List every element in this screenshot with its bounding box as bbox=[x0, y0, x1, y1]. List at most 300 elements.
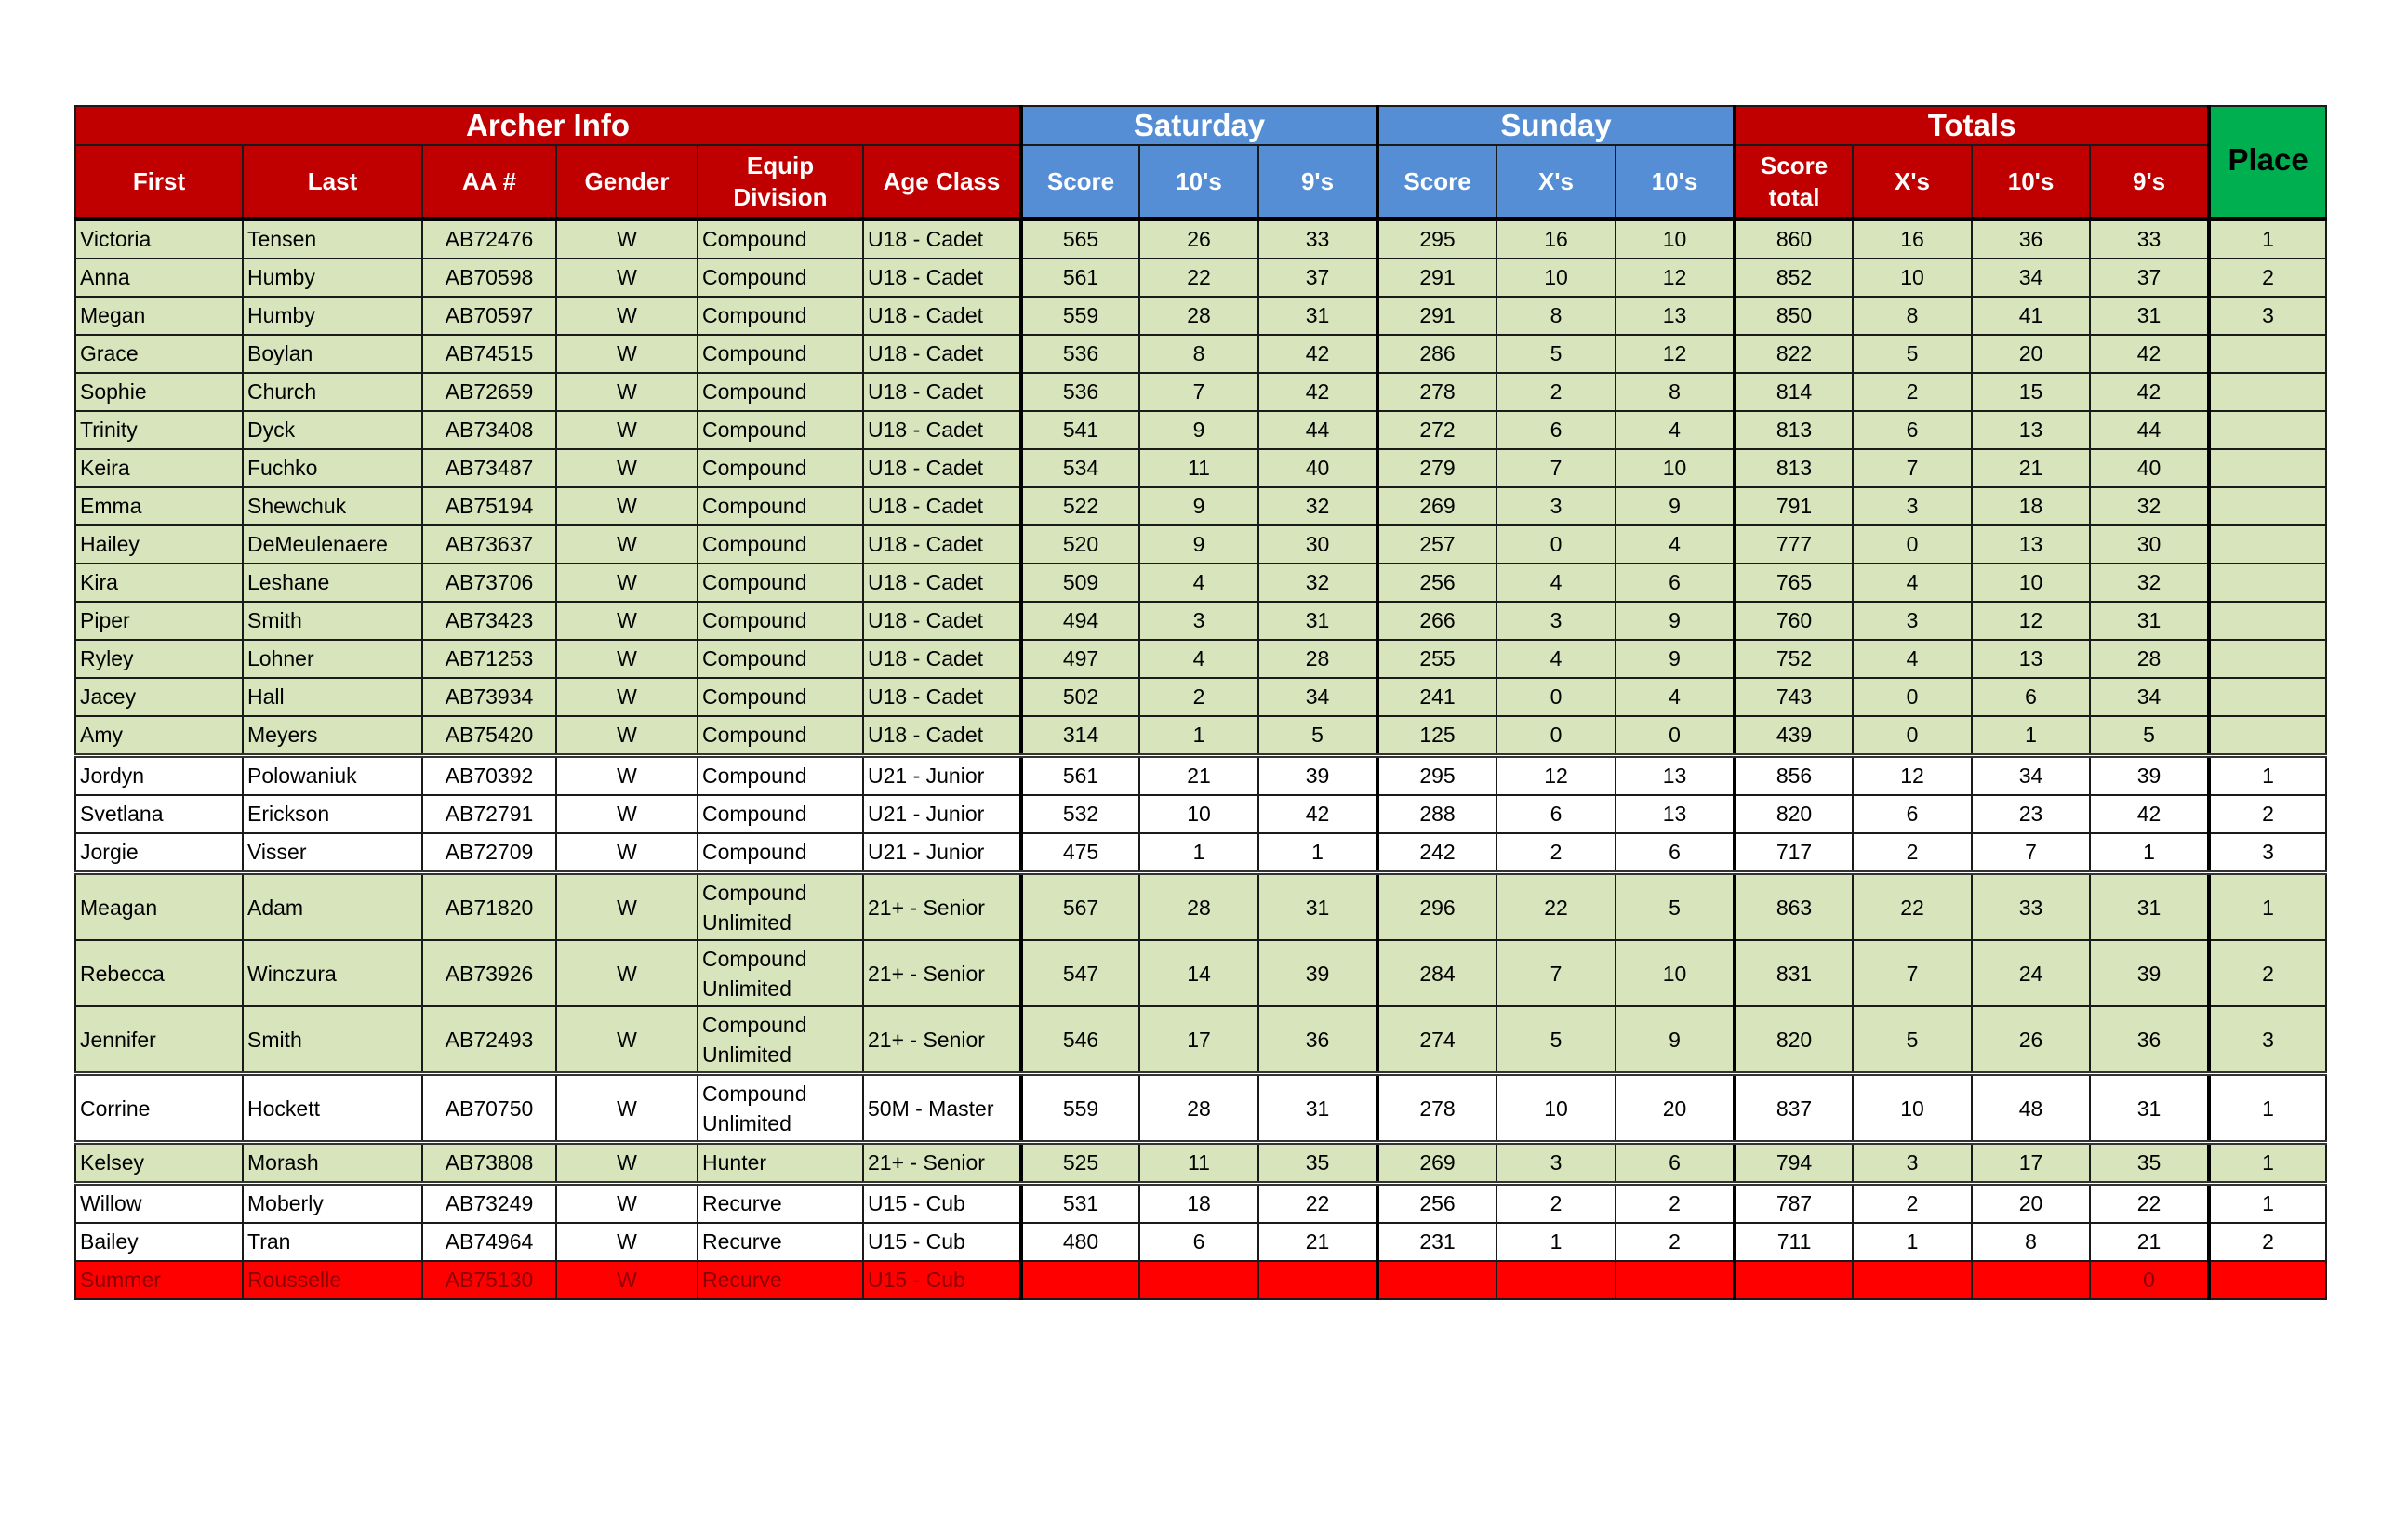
cell-sun-10: 4 bbox=[1616, 678, 1735, 716]
cell-first: Corrine bbox=[75, 1074, 243, 1143]
cell-age: U15 - Cub bbox=[863, 1223, 1021, 1261]
cell-sun-x: 1 bbox=[1496, 1223, 1616, 1261]
cell-sat-10: 4 bbox=[1139, 564, 1258, 602]
cell-sun-score: 272 bbox=[1377, 411, 1496, 449]
cell-tot-x: 0 bbox=[1853, 716, 1972, 756]
cell-sat-score: 559 bbox=[1021, 1074, 1139, 1143]
cell-sat-10: 14 bbox=[1139, 940, 1258, 1006]
cell-tot-9: 37 bbox=[2090, 259, 2209, 297]
cell-tot-score: 837 bbox=[1735, 1074, 1853, 1143]
column-header-row bbox=[75, 145, 2326, 219]
cell-sat-10: 4 bbox=[1139, 640, 1258, 678]
cell-equip: Compound bbox=[698, 449, 863, 487]
cell-equip: Compound bbox=[698, 259, 863, 297]
cell-last: Polowaniuk bbox=[243, 756, 422, 796]
cell-tot-x: 10 bbox=[1853, 259, 1972, 297]
cell-last: Adam bbox=[243, 873, 422, 941]
cell-sun-x: 0 bbox=[1496, 678, 1616, 716]
col-total-line1: Score bbox=[1760, 152, 1829, 179]
cell-gender: W bbox=[556, 487, 698, 525]
cell-sun-score: 295 bbox=[1377, 219, 1496, 259]
cell-sat-score: 567 bbox=[1021, 873, 1139, 941]
cell-aa: AB70750 bbox=[422, 1074, 556, 1143]
cell-tot-10 bbox=[1972, 1261, 2090, 1299]
cell-tot-score bbox=[1735, 1261, 1853, 1299]
cell-tot-x: 2 bbox=[1853, 1184, 1972, 1224]
cell-sun-score bbox=[1377, 1261, 1496, 1299]
cell-place: 3 bbox=[2209, 297, 2326, 335]
cell-tot-9: 21 bbox=[2090, 1223, 2209, 1261]
table-row bbox=[75, 1261, 2326, 1299]
table-row bbox=[75, 678, 2326, 716]
cell-last: Smith bbox=[243, 1006, 422, 1074]
cell-age: U15 - Cub bbox=[863, 1184, 1021, 1224]
cell-tot-x: 7 bbox=[1853, 940, 1972, 1006]
cell-sun-score: 256 bbox=[1377, 564, 1496, 602]
cell-sat-9: 39 bbox=[1258, 756, 1377, 796]
cell-sat-score: 497 bbox=[1021, 640, 1139, 678]
cell-equip: Recurve bbox=[698, 1261, 863, 1299]
cell-last: Meyers bbox=[243, 716, 422, 756]
cell-last: Hockett bbox=[243, 1074, 422, 1143]
cell-age: U18 - Cadet bbox=[863, 297, 1021, 335]
cell-sat-10: 9 bbox=[1139, 525, 1258, 564]
cell-age: U18 - Cadet bbox=[863, 335, 1021, 373]
cell-last: Morash bbox=[243, 1143, 422, 1184]
cell-aa: AB75420 bbox=[422, 716, 556, 756]
table-row bbox=[75, 487, 2326, 525]
cell-sun-score: 278 bbox=[1377, 373, 1496, 411]
cell-tot-10: 20 bbox=[1972, 335, 2090, 373]
table-row bbox=[75, 219, 2326, 259]
cell-tot-score: 820 bbox=[1735, 1006, 1853, 1074]
cell-tot-10: 1 bbox=[1972, 716, 2090, 756]
cell-sun-score: 241 bbox=[1377, 678, 1496, 716]
cell-tot-9: 5 bbox=[2090, 716, 2209, 756]
cell-first: Kira bbox=[75, 564, 243, 602]
cell-place bbox=[2209, 1261, 2326, 1299]
cell-tot-score: 787 bbox=[1735, 1184, 1853, 1224]
col-aa-number: AA # bbox=[422, 145, 556, 219]
cell-sat-score: 502 bbox=[1021, 678, 1139, 716]
cell-tot-10: 34 bbox=[1972, 259, 2090, 297]
cell-sun-x: 6 bbox=[1496, 411, 1616, 449]
cell-sat-9: 36 bbox=[1258, 1006, 1377, 1074]
cell-sun-x: 0 bbox=[1496, 716, 1616, 756]
cell-sat-9: 1 bbox=[1258, 833, 1377, 873]
table-row bbox=[75, 564, 2326, 602]
table-row bbox=[75, 602, 2326, 640]
cell-sat-9: 33 bbox=[1258, 219, 1377, 259]
cell-gender: W bbox=[556, 449, 698, 487]
cell-sun-score: 284 bbox=[1377, 940, 1496, 1006]
cell-tot-9: 31 bbox=[2090, 1074, 2209, 1143]
cell-first: Trinity bbox=[75, 411, 243, 449]
cell-last: Humby bbox=[243, 259, 422, 297]
cell-tot-score: 765 bbox=[1735, 564, 1853, 602]
cell-tot-10: 13 bbox=[1972, 640, 2090, 678]
cell-sat-10: 8 bbox=[1139, 335, 1258, 373]
cell-place bbox=[2209, 716, 2326, 756]
cell-age: U18 - Cadet bbox=[863, 219, 1021, 259]
cell-equip: Compound bbox=[698, 297, 863, 335]
cell-tot-10: 36 bbox=[1972, 219, 2090, 259]
cell-first: Megan bbox=[75, 297, 243, 335]
cell-tot-10: 15 bbox=[1972, 373, 2090, 411]
cell-aa: AB73808 bbox=[422, 1143, 556, 1184]
cell-tot-x: 5 bbox=[1853, 335, 1972, 373]
cell-sat-score: 541 bbox=[1021, 411, 1139, 449]
cell-aa: AB72493 bbox=[422, 1006, 556, 1074]
table-row bbox=[75, 716, 2326, 756]
cell-sat-10: 9 bbox=[1139, 411, 1258, 449]
cell-sat-9 bbox=[1258, 1261, 1377, 1299]
cell-gender: W bbox=[556, 259, 698, 297]
cell-tot-score: 743 bbox=[1735, 678, 1853, 716]
place-header: Place bbox=[2209, 106, 2326, 219]
cell-sun-x: 6 bbox=[1496, 795, 1616, 833]
cell-age: U18 - Cadet bbox=[863, 525, 1021, 564]
cell-sat-9: 44 bbox=[1258, 411, 1377, 449]
cell-last: Leshane bbox=[243, 564, 422, 602]
cell-tot-x: 8 bbox=[1853, 297, 1972, 335]
cell-sat-score: 494 bbox=[1021, 602, 1139, 640]
cell-tot-score: 711 bbox=[1735, 1223, 1853, 1261]
cell-sat-score: 509 bbox=[1021, 564, 1139, 602]
cell-place bbox=[2209, 602, 2326, 640]
cell-aa: AB72476 bbox=[422, 219, 556, 259]
cell-tot-10: 7 bbox=[1972, 833, 2090, 873]
cell-sat-10: 28 bbox=[1139, 873, 1258, 941]
cell-sun-score: 256 bbox=[1377, 1184, 1496, 1224]
cell-sun-10: 9 bbox=[1616, 602, 1735, 640]
cell-tot-10: 23 bbox=[1972, 795, 2090, 833]
cell-aa: AB73926 bbox=[422, 940, 556, 1006]
cell-sat-score: 480 bbox=[1021, 1223, 1139, 1261]
cell-sat-9: 31 bbox=[1258, 602, 1377, 640]
cell-tot-9: 32 bbox=[2090, 564, 2209, 602]
table-row bbox=[75, 259, 2326, 297]
col-sun-xs: X's bbox=[1496, 145, 1616, 219]
cell-tot-score: 856 bbox=[1735, 756, 1853, 796]
cell-tot-score: 822 bbox=[1735, 335, 1853, 373]
cell-last: Tensen bbox=[243, 219, 422, 259]
cell-sat-10: 10 bbox=[1139, 795, 1258, 833]
cell-first: Summer bbox=[75, 1261, 243, 1299]
cell-tot-score: 777 bbox=[1735, 525, 1853, 564]
cell-sat-score: 559 bbox=[1021, 297, 1139, 335]
cell-aa: AB75130 bbox=[422, 1261, 556, 1299]
cell-equip: Recurve bbox=[698, 1223, 863, 1261]
cell-gender: W bbox=[556, 1261, 698, 1299]
cell-sun-x: 12 bbox=[1496, 756, 1616, 796]
cell-gender: W bbox=[556, 873, 698, 941]
cell-place: 1 bbox=[2209, 1074, 2326, 1143]
cell-sun-x: 3 bbox=[1496, 1143, 1616, 1184]
cell-age: 50M - Master bbox=[863, 1074, 1021, 1143]
table-row bbox=[75, 873, 2326, 941]
col-total-9s: 9's bbox=[2090, 145, 2209, 219]
cell-sat-9: 34 bbox=[1258, 678, 1377, 716]
cell-place bbox=[2209, 487, 2326, 525]
cell-first: Rebecca bbox=[75, 940, 243, 1006]
cell-last: Erickson bbox=[243, 795, 422, 833]
cell-first: Anna bbox=[75, 259, 243, 297]
cell-sat-score: 314 bbox=[1021, 716, 1139, 756]
cell-equip: Compound bbox=[698, 525, 863, 564]
cell-last: Smith bbox=[243, 602, 422, 640]
cell-sun-score: 255 bbox=[1377, 640, 1496, 678]
cell-tot-score: 752 bbox=[1735, 640, 1853, 678]
cell-aa: AB70392 bbox=[422, 756, 556, 796]
cell-aa: AB73706 bbox=[422, 564, 556, 602]
cell-first: Grace bbox=[75, 335, 243, 373]
cell-sat-score: 475 bbox=[1021, 833, 1139, 873]
cell-tot-9: 0 bbox=[2090, 1261, 2209, 1299]
cell-tot-x: 22 bbox=[1853, 873, 1972, 941]
cell-sun-10: 4 bbox=[1616, 411, 1735, 449]
cell-tot-x: 6 bbox=[1853, 795, 1972, 833]
cell-sat-score: 525 bbox=[1021, 1143, 1139, 1184]
cell-gender: W bbox=[556, 756, 698, 796]
cell-last: Fuchko bbox=[243, 449, 422, 487]
cell-sun-score: 242 bbox=[1377, 833, 1496, 873]
cell-equip: Compound bbox=[698, 411, 863, 449]
cell-aa: AB72791 bbox=[422, 795, 556, 833]
cell-first: Jordyn bbox=[75, 756, 243, 796]
cell-age: U18 - Cadet bbox=[863, 487, 1021, 525]
cell-last: Winczura bbox=[243, 940, 422, 1006]
cell-sun-score: 295 bbox=[1377, 756, 1496, 796]
cell-sat-score: 561 bbox=[1021, 259, 1139, 297]
cell-sun-score: 296 bbox=[1377, 873, 1496, 941]
cell-equip: Compound bbox=[698, 640, 863, 678]
cell-tot-x: 3 bbox=[1853, 487, 1972, 525]
cell-age: U18 - Cadet bbox=[863, 640, 1021, 678]
cell-place bbox=[2209, 640, 2326, 678]
cell-sat-10: 3 bbox=[1139, 602, 1258, 640]
cell-sat-10: 11 bbox=[1139, 449, 1258, 487]
cell-sun-x: 22 bbox=[1496, 873, 1616, 941]
cell-tot-x: 16 bbox=[1853, 219, 1972, 259]
cell-tot-x: 2 bbox=[1853, 833, 1972, 873]
cell-sat-10: 1 bbox=[1139, 833, 1258, 873]
cell-aa: AB72659 bbox=[422, 373, 556, 411]
cell-sun-10 bbox=[1616, 1261, 1735, 1299]
cell-aa: AB73934 bbox=[422, 678, 556, 716]
cell-equip: Compound Unlimited bbox=[698, 1006, 863, 1074]
cell-gender: W bbox=[556, 564, 698, 602]
cell-sun-x: 10 bbox=[1496, 1074, 1616, 1143]
cell-tot-9: 31 bbox=[2090, 602, 2209, 640]
cell-aa: AB70597 bbox=[422, 297, 556, 335]
col-sat-score: Score bbox=[1021, 145, 1139, 219]
cell-sat-9: 42 bbox=[1258, 335, 1377, 373]
cell-place: 2 bbox=[2209, 259, 2326, 297]
group-header-row bbox=[75, 106, 2326, 145]
cell-age: U18 - Cadet bbox=[863, 564, 1021, 602]
cell-tot-score: 860 bbox=[1735, 219, 1853, 259]
cell-sun-score: 286 bbox=[1377, 335, 1496, 373]
cell-sun-10: 4 bbox=[1616, 525, 1735, 564]
table-row bbox=[75, 795, 2326, 833]
cell-age: U21 - Junior bbox=[863, 833, 1021, 873]
cell-tot-9: 22 bbox=[2090, 1184, 2209, 1224]
cell-tot-9: 39 bbox=[2090, 940, 2209, 1006]
archer-info-header: Archer Info bbox=[75, 106, 1021, 145]
cell-sun-x: 16 bbox=[1496, 219, 1616, 259]
cell-tot-10: 26 bbox=[1972, 1006, 2090, 1074]
cell-gender: W bbox=[556, 833, 698, 873]
cell-age: U21 - Junior bbox=[863, 795, 1021, 833]
cell-gender: W bbox=[556, 795, 698, 833]
cell-gender: W bbox=[556, 1184, 698, 1224]
cell-place: 1 bbox=[2209, 756, 2326, 796]
cell-sun-10: 6 bbox=[1616, 1143, 1735, 1184]
cell-sun-score: 279 bbox=[1377, 449, 1496, 487]
cell-first: Amy bbox=[75, 716, 243, 756]
cell-aa: AB71253 bbox=[422, 640, 556, 678]
cell-sun-x: 3 bbox=[1496, 602, 1616, 640]
cell-tot-9: 1 bbox=[2090, 833, 2209, 873]
cell-equip: Compound bbox=[698, 219, 863, 259]
cell-age: U18 - Cadet bbox=[863, 678, 1021, 716]
cell-aa: AB73249 bbox=[422, 1184, 556, 1224]
cell-gender: W bbox=[556, 525, 698, 564]
col-first: First bbox=[75, 145, 243, 219]
cell-tot-x: 7 bbox=[1853, 449, 1972, 487]
cell-tot-10: 48 bbox=[1972, 1074, 2090, 1143]
cell-sun-10: 0 bbox=[1616, 716, 1735, 756]
cell-tot-9: 31 bbox=[2090, 873, 2209, 941]
cell-tot-x: 4 bbox=[1853, 564, 1972, 602]
cell-place bbox=[2209, 411, 2326, 449]
results-table bbox=[74, 105, 2327, 1300]
cell-sun-10: 9 bbox=[1616, 487, 1735, 525]
cell-tot-x: 6 bbox=[1853, 411, 1972, 449]
cell-tot-x: 1 bbox=[1853, 1223, 1972, 1261]
cell-sun-10: 13 bbox=[1616, 795, 1735, 833]
cell-first: Victoria bbox=[75, 219, 243, 259]
cell-sat-9: 30 bbox=[1258, 525, 1377, 564]
cell-place: 1 bbox=[2209, 1184, 2326, 1224]
cell-tot-score: 813 bbox=[1735, 411, 1853, 449]
cell-first: Meagan bbox=[75, 873, 243, 941]
cell-sun-10: 13 bbox=[1616, 297, 1735, 335]
cell-gender: W bbox=[556, 1074, 698, 1143]
cell-equip: Compound bbox=[698, 795, 863, 833]
cell-aa: AB73637 bbox=[422, 525, 556, 564]
cell-last: Humby bbox=[243, 297, 422, 335]
cell-tot-x: 10 bbox=[1853, 1074, 1972, 1143]
col-total-10s: 10's bbox=[1972, 145, 2090, 219]
cell-aa: AB72709 bbox=[422, 833, 556, 873]
cell-first: Hailey bbox=[75, 525, 243, 564]
cell-sun-x: 2 bbox=[1496, 833, 1616, 873]
cell-sat-score bbox=[1021, 1261, 1139, 1299]
cell-sat-score: 532 bbox=[1021, 795, 1139, 833]
cell-tot-9: 35 bbox=[2090, 1143, 2209, 1184]
cell-first: Willow bbox=[75, 1184, 243, 1224]
table-row bbox=[75, 640, 2326, 678]
col-equip-line1: Equip bbox=[746, 152, 815, 179]
cell-sat-9: 28 bbox=[1258, 640, 1377, 678]
cell-aa: AB70598 bbox=[422, 259, 556, 297]
col-total-score bbox=[1735, 145, 1853, 219]
table-row bbox=[75, 1074, 2326, 1143]
cell-tot-9: 31 bbox=[2090, 297, 2209, 335]
cell-sun-10: 8 bbox=[1616, 373, 1735, 411]
cell-tot-10: 18 bbox=[1972, 487, 2090, 525]
cell-first: Bailey bbox=[75, 1223, 243, 1261]
cell-tot-10: 24 bbox=[1972, 940, 2090, 1006]
cell-equip: Hunter bbox=[698, 1143, 863, 1184]
cell-gender: W bbox=[556, 640, 698, 678]
cell-gender: W bbox=[556, 716, 698, 756]
cell-place bbox=[2209, 449, 2326, 487]
cell-sat-9: 39 bbox=[1258, 940, 1377, 1006]
cell-sat-score: 522 bbox=[1021, 487, 1139, 525]
table-row bbox=[75, 373, 2326, 411]
cell-place: 2 bbox=[2209, 795, 2326, 833]
cell-tot-9: 28 bbox=[2090, 640, 2209, 678]
cell-place: 3 bbox=[2209, 1006, 2326, 1074]
cell-tot-10: 33 bbox=[1972, 873, 2090, 941]
cell-tot-10: 12 bbox=[1972, 602, 2090, 640]
cell-aa: AB74515 bbox=[422, 335, 556, 373]
cell-sun-x: 3 bbox=[1496, 487, 1616, 525]
cell-sun-10: 10 bbox=[1616, 940, 1735, 1006]
cell-sun-10: 10 bbox=[1616, 219, 1735, 259]
cell-sun-10: 6 bbox=[1616, 564, 1735, 602]
cell-gender: W bbox=[556, 297, 698, 335]
cell-sun-10: 6 bbox=[1616, 833, 1735, 873]
cell-aa: AB71820 bbox=[422, 873, 556, 941]
cell-place: 2 bbox=[2209, 940, 2326, 1006]
cell-tot-9: 42 bbox=[2090, 373, 2209, 411]
cell-tot-x: 3 bbox=[1853, 602, 1972, 640]
cell-sun-score: 278 bbox=[1377, 1074, 1496, 1143]
cell-equip: Compound bbox=[698, 678, 863, 716]
cell-age: 21+ - Senior bbox=[863, 1143, 1021, 1184]
cell-first: Jorgie bbox=[75, 833, 243, 873]
cell-age: U18 - Cadet bbox=[863, 602, 1021, 640]
cell-sun-10: 9 bbox=[1616, 1006, 1735, 1074]
col-total-xs: X's bbox=[1853, 145, 1972, 219]
cell-age: U18 - Cadet bbox=[863, 449, 1021, 487]
table-row bbox=[75, 1006, 2326, 1074]
cell-sun-score: 266 bbox=[1377, 602, 1496, 640]
cell-equip: Recurve bbox=[698, 1184, 863, 1224]
cell-sun-score: 269 bbox=[1377, 1143, 1496, 1184]
cell-sat-score: 536 bbox=[1021, 373, 1139, 411]
cell-sun-score: 291 bbox=[1377, 297, 1496, 335]
cell-place bbox=[2209, 373, 2326, 411]
cell-equip: Compound bbox=[698, 487, 863, 525]
cell-place: 1 bbox=[2209, 219, 2326, 259]
cell-tot-9: 42 bbox=[2090, 795, 2209, 833]
cell-sun-score: 125 bbox=[1377, 716, 1496, 756]
cell-place: 1 bbox=[2209, 873, 2326, 941]
cell-gender: W bbox=[556, 219, 698, 259]
cell-age: 21+ - Senior bbox=[863, 1006, 1021, 1074]
cell-sun-x bbox=[1496, 1261, 1616, 1299]
cell-tot-x bbox=[1853, 1261, 1972, 1299]
cell-age: U18 - Cadet bbox=[863, 716, 1021, 756]
cell-sat-9: 42 bbox=[1258, 795, 1377, 833]
cell-tot-score: 852 bbox=[1735, 259, 1853, 297]
cell-tot-9: 39 bbox=[2090, 756, 2209, 796]
